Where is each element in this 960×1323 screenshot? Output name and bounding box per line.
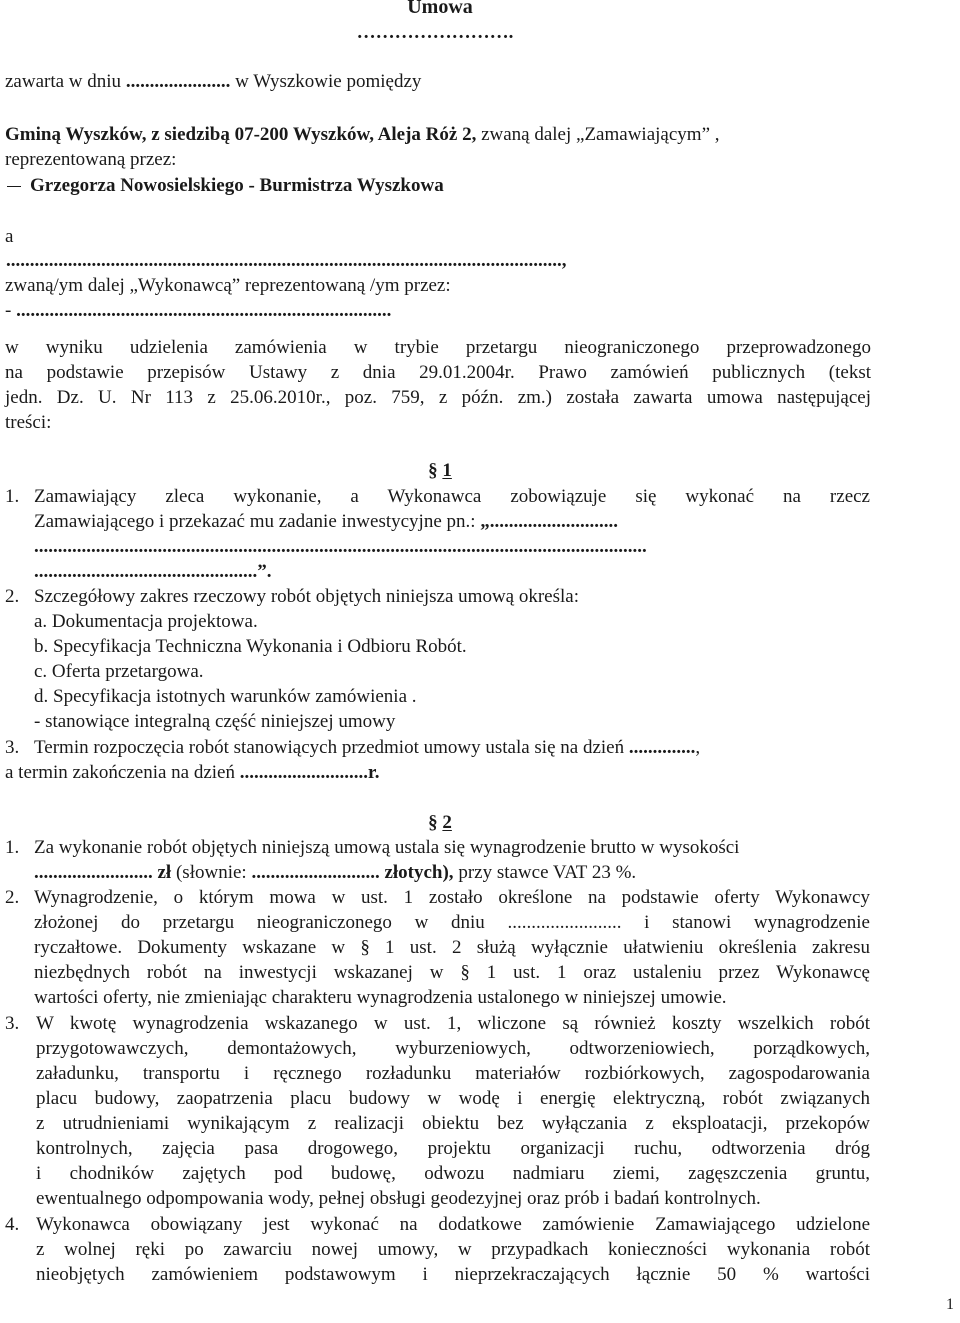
preamble-line-4: treści: bbox=[5, 412, 52, 433]
preamble-line-1: w wyniku udzielenia zamówienia w trybie przetargu nieograniczonego przeprowadzonego bbox=[5, 337, 871, 358]
section-1-heading: § 1 bbox=[428, 460, 452, 481]
s1-item-1-line-3: ................................................................................................................................. bbox=[34, 536, 647, 557]
s2-item-3-line-1: W kwotę wynagrodzenia wskazanego w ust. 1, wliczone są również koszty wszelkich robót bbox=[36, 1013, 870, 1034]
representative-name: Grzegorza Nowosielskiego - Burmistrza Wyszkowa bbox=[30, 175, 444, 196]
s2-item-3-line-8: ewentualnego odpompowania wody, pełnej obsługi geodezyjnej oraz prób i badań kontrolnych. bbox=[36, 1188, 761, 1209]
s2-item-3-line-5: z utrudnieniami wynikającym z realizacji obiektu bez wyłączania z eksploatacji, przekopów bbox=[36, 1113, 870, 1134]
s1-item-2-text: Szczegółowy zakres rzeczowy robót objętych niniejsza umową określa: bbox=[34, 586, 579, 607]
s2-item-4-number: 4. bbox=[5, 1214, 20, 1235]
party-ordering: Gminą Wyszków, z siedzibą 07-200 Wyszków, Aleja Róż 2, zwaną dalej „Zamawiającym” , bbox=[5, 124, 720, 145]
s2-item-3-line-2: przygotowawczych, demontażowych, wyburzeniowych, odtworzeniowiech, porządkowych, bbox=[36, 1038, 870, 1059]
s2-item-2-number: 2. bbox=[5, 887, 20, 908]
contractor-line: zwaną/ym dalej „Wykonawcą” reprezentowaną /ym przez: bbox=[5, 275, 451, 296]
dash-bullet bbox=[7, 186, 21, 187]
section-2-heading: § 2 bbox=[428, 812, 452, 833]
s2-item-3-line-4: placu budowy, zaopatrzenia placu budowy w wodę i energię elektryczną, robót związanych bbox=[36, 1088, 870, 1109]
s2-item-3-line-6: kontrolnych, zajęcia pasa drogowego, projektu organizacji ruchu, odtworzenia dróg bbox=[36, 1138, 870, 1159]
preamble-line-2: na podstawie przepisów Ustawy z dnia 29.01.2004r. Prawo zamówień publicznych (tekst bbox=[5, 362, 871, 383]
contractor-representative: - ............................................................................... bbox=[5, 300, 392, 321]
title-placeholder-dots: ……………………. bbox=[356, 22, 514, 43]
page-number: 1 bbox=[946, 1296, 954, 1313]
document-title: Umowa bbox=[407, 0, 473, 18]
s1-sub-c: c. Oferta przetargowa. bbox=[34, 661, 204, 682]
s1-item-1-line-1: Zamawiający zleca wykonanie, a Wykonawca zobowiązuje się wykonać na rzecz bbox=[34, 486, 870, 507]
s1-item-2-number: 2. bbox=[5, 586, 20, 607]
s2-item-2-line-1: Wynagrodzenie, o którym mowa w ust. 1 zostało określone na podstawie oferty Wykonawcy bbox=[34, 887, 870, 908]
s1-item-1-line-4: ...............................................”. bbox=[34, 561, 272, 582]
s1-item-3-number: 3. bbox=[5, 737, 20, 758]
s2-item-2-line-2: złożonej do przetargu nieograniczonego w dniu ........................ i stanowi wynagrodzenie bbox=[34, 912, 870, 933]
s2-item-2-line-4: niezbędnych robót na inwestycji wskazanej w § 1 ust. 1 oraz ustaleniu przez Wykonawcę bbox=[34, 962, 870, 983]
s1-item-3-line-2: a termin zakończenia na dzień ...........................r. bbox=[5, 762, 380, 783]
s2-item-1-line-1: Za wykonanie robót objętych niniejszą umową ustala się wynagrodzenie brutto w wysokości bbox=[34, 837, 740, 858]
preamble-line-3: jedn. Dz. U. Nr 113 z 25.06.2010r., poz. 759, z późn. zm.) została zawarta umowa następującej bbox=[5, 387, 871, 408]
date-placeholder: ...................... bbox=[125, 71, 231, 92]
s2-item-4-line-2: z wolnej ręki po zawarciu nowej umowy, w przypadkach konieczności wykonania robót bbox=[36, 1239, 870, 1260]
s2-item-2-line-5: wartości oferty, nie zmieniając charakteru wynagrodzenia ustalonego w niniejszej umowie. bbox=[34, 987, 727, 1008]
s2-item-2-line-3: ryczałtowe. Dokumenty wskazane w § 1 ust. 2 służą wyłącznie ułatwieniu określenia zakresu bbox=[34, 937, 870, 958]
intro-date-line: zawarta w dniu ...................... w Wyszkowie pomiędzy bbox=[5, 71, 422, 92]
contractor-placeholder: ....................................................................................................................., bbox=[6, 250, 567, 271]
s2-item-1-line-2: ......................... zł (słownie: ........................... złotych), przy stawce VAT 23 %. bbox=[34, 862, 637, 883]
s1-sub-a: a. Dokumentacja projektowa. bbox=[34, 611, 258, 632]
conjunction-a: a bbox=[5, 226, 14, 247]
s2-item-1-number: 1. bbox=[5, 837, 20, 858]
s1-sub-d: d. Specyfikacja istotnych warunków zamówienia . bbox=[34, 686, 417, 707]
s1-item-1-line-2: Zamawiającego i przekazać mu zadanie inwestycyjne pn.: „........................... bbox=[34, 511, 619, 532]
s1-item-3-line-1: Termin rozpoczęcia robót stanowiących przedmiot umowy ustala się na dzień .............., bbox=[34, 737, 701, 758]
s2-item-4-line-1: Wykonawca obowiązany jest wykonać na dodatkowe zamówienie Zamawiającego udzielone bbox=[36, 1214, 870, 1235]
s1-item-1-number: 1. bbox=[5, 486, 20, 507]
s1-integral-note: - stanowiące integralną część niniejszej umowy bbox=[34, 711, 396, 732]
s2-item-3-line-7: i chodników zajętych pod budowę, odwozu nadmiaru ziemi, zagęszczenia gruntu, bbox=[36, 1163, 870, 1184]
paragraph-symbol: § bbox=[428, 460, 438, 481]
s1-sub-b: b. Specyfikacja Techniczna Wykonania i Odbioru Robót. bbox=[34, 636, 467, 657]
s2-item-3-number: 3. bbox=[5, 1013, 20, 1034]
paragraph-symbol: § bbox=[428, 812, 438, 833]
s2-item-4-line-3: nieobjętych zamówieniem podstawowym i nieprzekraczających łącznie 50 % wartości bbox=[36, 1264, 870, 1285]
represented-by-label: reprezentowaną przez: bbox=[5, 149, 177, 170]
s2-item-3-line-3: załadunku, transportu i ręcznego rozładunku materiałów rozbiórkowych, zagospodarowania bbox=[36, 1063, 870, 1084]
